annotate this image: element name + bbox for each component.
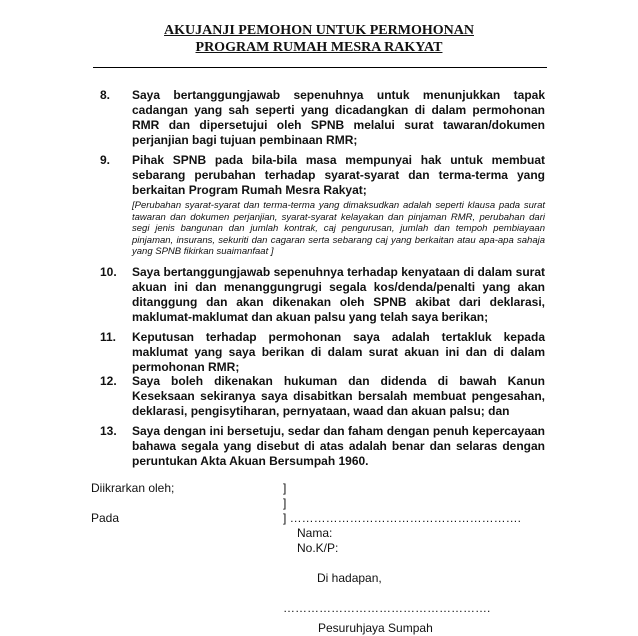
clause-10 [100,265,545,325]
clause-number: 9. [100,153,111,167]
clause-number: 12. [100,374,117,388]
clause-11 [100,330,545,375]
commissioner-signature-line: ……………………………………………. [283,601,491,615]
clause-text: Saya bertanggungjawab sepenuhnya untuk menunjukkan tapak cadangan yang sah seperti yang dicadangkan di dalam permohonan RMR dan dipersetujui oleh SPNB melalui surat tawaran/dokumen perjanjian bagi tujuan pembinaan RMR; [132,88,545,147]
document-title-line-1: AKUJANJI PEMOHON UNTUK PERMOHONAN [164,23,474,38]
commissioner-label: Pesuruhjaya Sumpah [318,621,433,635]
clause-text: Saya dengan ini bersetuju, sedar dan faham dengan penuh kepercayaan bahawa segala yang disebut di atas adalah benar dan selaras dengan peruntukan Akta Akuan Bersumpah 1960. [132,424,545,468]
clause-8 [100,88,545,148]
clause-13 [100,424,545,469]
clause-text: Saya bertanggungjawab sepenuhnya terhadap kenyataan di dalam surat akuan ini dan menanggungrugi segala kos/denda/penalti yang akan ditanggung dan akan dikenakan oleh SPNB akibat dari deklarasi, maklumat-maklumat dan akuan palsu yang telah saya berikan; [132,265,545,324]
clause-number: 8. [100,88,111,102]
clause-number: 10. [100,265,117,279]
name-label: Nama: [297,526,333,540]
bracket-2: ] [283,496,287,510]
at-label: Pada [91,511,120,525]
clause-number: 11. [100,330,117,344]
declared-by-label: Diikrarkan oleh; [91,481,175,495]
clause-9 [100,153,545,258]
clause-note: [Perubahan syarat-syarat dan terma-terma yang dimaksudkan adalah seperti klausa pada surat tawaran dan dokumen perjanjian, syarat-syarat kelayakan dan pinjaman RMR, perubahan dari segi jenis bangunan dan jumlah kontrak, caj pengurusan, jumlah dan tempoh pembiayaan pinjaman, insurans, sekuriti dan cagaran serta sebarang caj yang berkaitan atau apa-apa sahaja yang SPNB fikirkan suaimanfaat ] [132,200,545,258]
clause-12 [100,374,545,419]
declarant-signature-line: ] …………………………………………………. [283,511,522,525]
title-divider [93,67,547,68]
before-label: Di hadapan, [317,571,382,585]
clause-text: Pihak SPNB pada bila-bila masa mempunyai hak untuk membuat sebarang perubahan terhadap syarat-syarat dan terma-terma yang berkaitan Program Rumah Mesra Rakyat; [132,153,545,197]
clause-number: 13. [100,424,117,438]
clause-text: Saya boleh dikenakan hukuman dan didenda di bawah Kanun Keseksaan sekiranya saya disabitkan bersalah membuat pengesahan, deklarasi, pengisytiharan, pernyataan, waad dan akuan palsu; dan [132,374,545,418]
bracket-1: ] [283,481,287,495]
ic-number-label: No.K/P: [297,541,339,555]
clause-text: Keputusan terhadap permohonan saya adalah tertakluk kepada maklumat yang saya berikan di dalam surat akuan ini dan di dalam permohonan RMR; [132,330,545,374]
document-title-line-2: PROGRAM RUMAH MESRA RAKYAT [195,40,443,55]
